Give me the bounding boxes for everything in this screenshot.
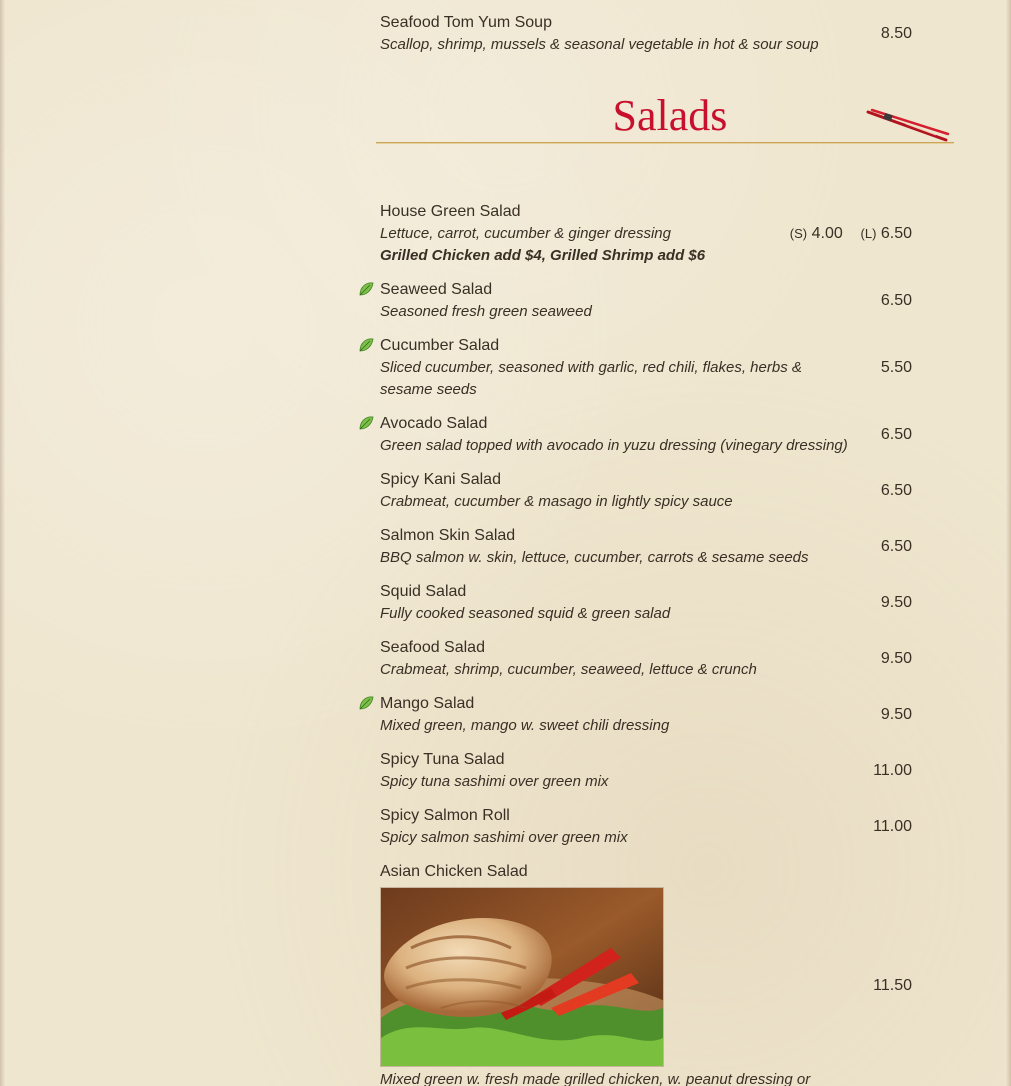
item-name: Spicy Tuna Salad — [380, 751, 505, 768]
page-left-edge — [0, 0, 6, 1086]
item-price: 6.50 — [880, 426, 912, 443]
size-large-tag: (L) — [860, 226, 877, 241]
item-price: 6.50 — [880, 538, 912, 555]
item-price: 5.50 — [880, 359, 912, 376]
leaf-icon — [358, 695, 374, 711]
menu-item-spicy-tuna-salad — [380, 749, 915, 793]
item-description: Mixed green, mango w. sweet chili dressing — [380, 717, 670, 734]
item-name: Squid Salad — [380, 583, 467, 600]
menu-item-seaweed-salad — [380, 279, 915, 323]
item-name: Spicy Kani Salad — [380, 471, 501, 488]
item-name: Seaweed Salad — [380, 281, 493, 298]
item-price: 11.50 — [873, 977, 912, 994]
menu-item-asian-chicken-salad — [380, 861, 915, 1086]
menu-item-squid-salad — [380, 581, 915, 625]
size-small-tag: (S) — [789, 226, 808, 241]
item-price: 8.50 — [880, 25, 912, 42]
small-price: 4.00 — [811, 225, 843, 242]
item-description: Mixed green w. fresh made grilled chicken, w. peanut dressing or — [380, 1071, 811, 1086]
item-name: Seafood Salad — [380, 639, 485, 656]
item-name: Mango Salad — [380, 695, 475, 712]
item-price: 6.50 — [880, 482, 912, 499]
item-description: Spicy tuna sashimi over green mix — [380, 773, 609, 790]
chopsticks-icon — [866, 108, 950, 144]
section-title-salads: Salads — [612, 91, 728, 140]
large-price: 6.50 — [880, 225, 912, 242]
item-price: 9.50 — [880, 650, 912, 667]
menu-item-salmon-skin-salad — [380, 525, 915, 569]
item-name: Asian Chicken Salad — [380, 863, 528, 880]
menu-item-seafood-salad — [380, 637, 915, 681]
leaf-icon — [358, 281, 374, 297]
grilled-chicken-salad-photo — [380, 887, 664, 1067]
item-price: 9.50 — [880, 594, 912, 611]
item-description: Scallop, shrimp, mussels & seasonal vegetable in hot & sour soup — [380, 36, 819, 53]
leaf-icon — [358, 415, 374, 431]
item-description: Spicy salmon sashimi over green mix — [380, 829, 628, 846]
item-name: Seafood Tom Yum Soup — [380, 14, 552, 31]
page-right-edge — [1005, 0, 1011, 1086]
item-price: 11.00 — [873, 762, 912, 779]
item-name: Salmon Skin Salad — [380, 527, 516, 544]
item-description: Seasoned fresh green seaweed — [380, 303, 592, 320]
menu-item-mango-salad — [380, 693, 915, 737]
item-name: House Green Salad — [380, 203, 521, 220]
item-description: Lettuce, carrot, cucumber & ginger dressing — [380, 225, 671, 242]
item-name: Spicy Salmon Roll — [380, 807, 510, 824]
item-description: Crabmeat, cucumber & masago in lightly spicy sauce — [380, 493, 733, 510]
item-addon-note: Grilled Chicken add $4, Grilled Shrimp add $6 — [380, 247, 706, 264]
item-description: Sliced cucumber, seasoned with garlic, red chili, flakes, herbs & sesame seeds — [380, 359, 802, 398]
item-name: Avocado Salad — [380, 415, 488, 432]
item-description: Fully cooked seasoned squid & green salad — [380, 605, 671, 622]
item-description: Crabmeat, shrimp, cucumber, seaweed, lettuce & crunch — [380, 661, 757, 678]
menu-item-cucumber-salad — [380, 335, 915, 401]
menu-item-seafood-tom-yum-soup — [380, 12, 915, 56]
item-price: 9.50 — [880, 706, 912, 723]
menu-item-spicy-salmon-roll — [380, 805, 915, 849]
item-description: Green salad topped with avocado in yuzu dressing (vinegary dressing) — [380, 437, 848, 454]
item-price: 11.00 — [873, 818, 912, 835]
menu-item-avocado-salad — [380, 413, 915, 457]
menu-item-house-green-salad — [380, 201, 915, 267]
menu-item-spicy-kani-salad — [380, 469, 915, 513]
item-price: 6.50 — [880, 292, 912, 309]
item-description: BBQ salmon w. skin, lettuce, cucumber, carrots & sesame seeds — [380, 549, 809, 566]
item-price-sizes — [790, 225, 912, 243]
item-name: Cucumber Salad — [380, 337, 500, 354]
leaf-icon — [358, 337, 374, 353]
